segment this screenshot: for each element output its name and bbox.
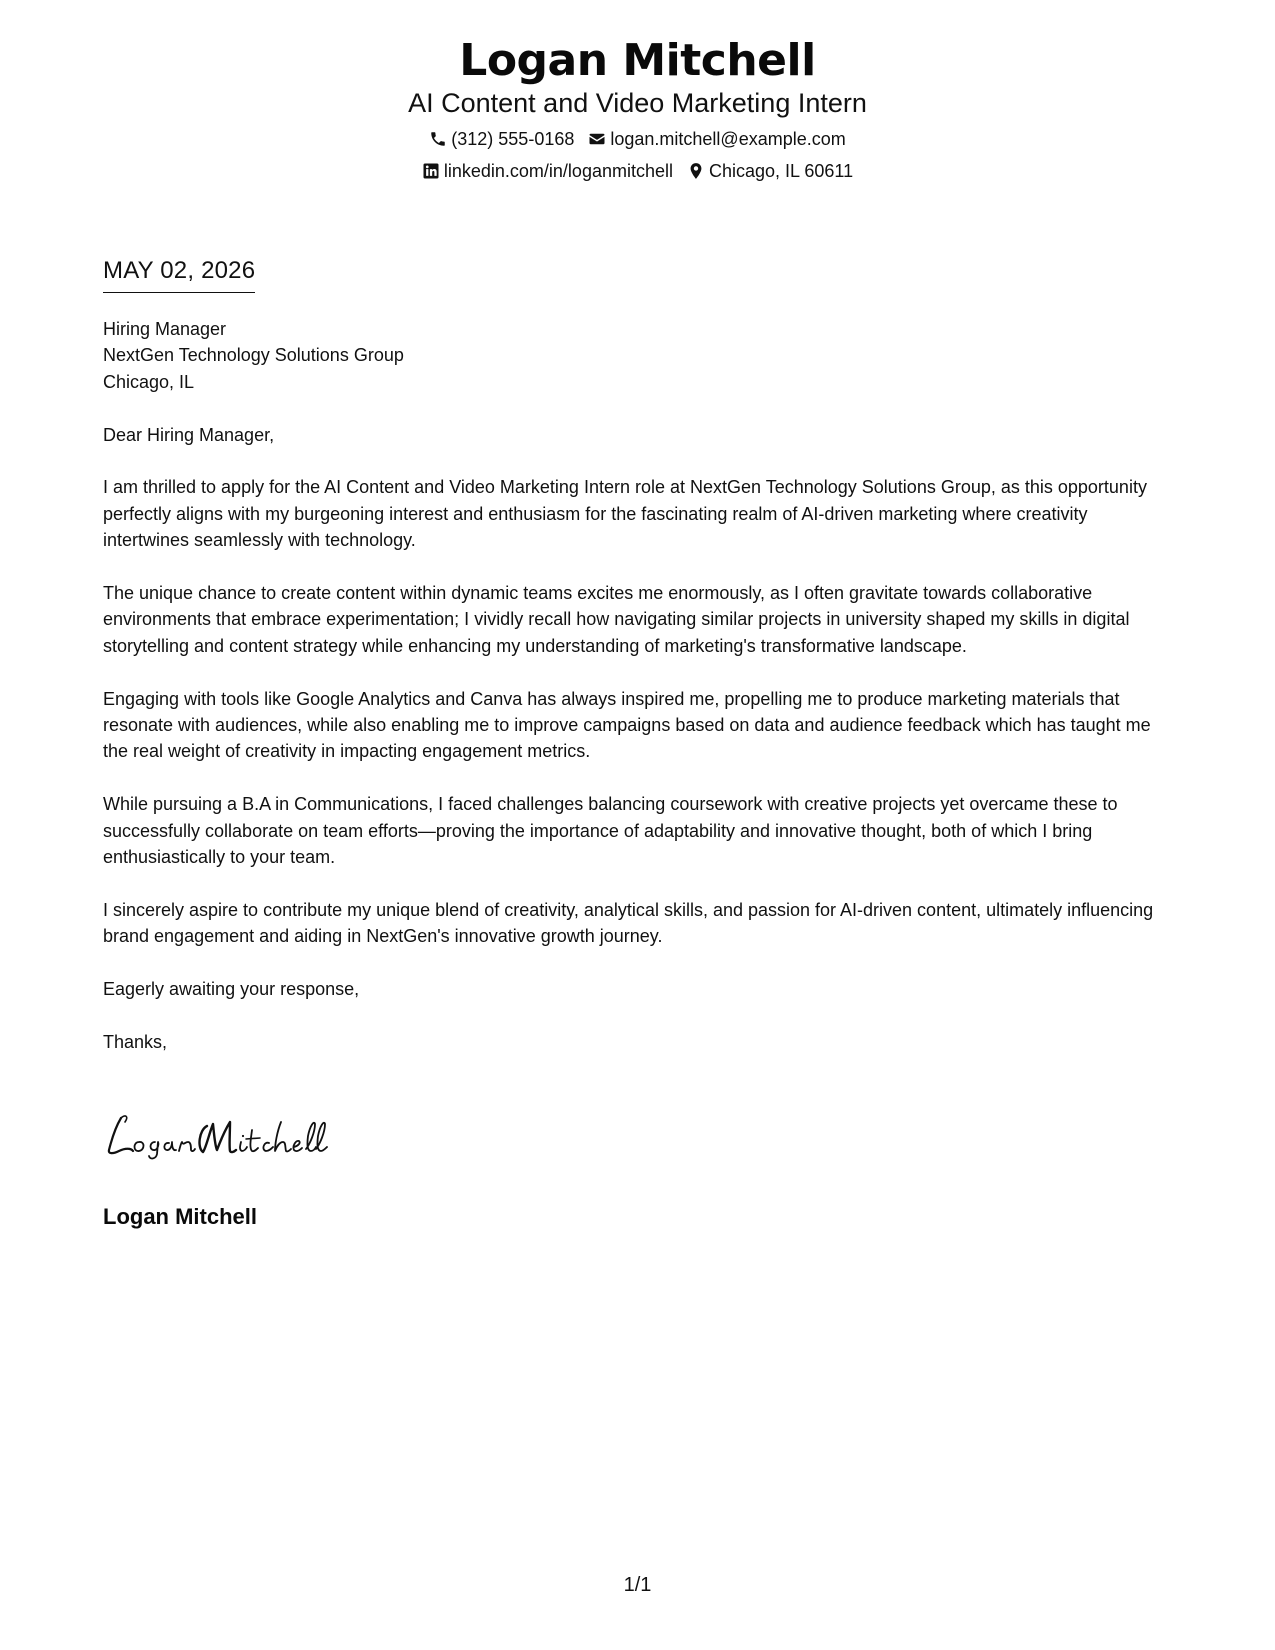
salutation: Dear Hiring Manager, [103,424,275,445]
contact-line-2 [0,160,1275,182]
letter-header [0,34,1275,182]
body-paragraph: While pursuing a B.A in Communications, I faced challenges balancing coursework with creative projects yet overcame these to successfully collaborate on team efforts—proving the importance of adaptability and innovative thought, both of which I bring enthusiastically to your team. [103,794,1118,868]
recipient-location: Chicago, IL [103,371,195,392]
page-number: 1/1 [623,1574,652,1596]
contact-line-1 [0,128,1275,150]
body-paragraph: The unique chance to create content within dynamic teams excites me enormously, as I often gravitate towards collaborative environments that embrace experimentation; I vividly recall how navigating similar projects in university shaped my skills in digital storytelling and content strategy while enhancing my understanding of marketing's transformative landscape. [103,583,1130,656]
body-paragraph: Engaging with tools like Google Analytics and Canva has always inspired me, propelling me to produce marketing materials that resonate with audiences, while also enabling me to improve campaigns based on data and audience feedback which has taught me the real weight of creativity in impacting engagement metrics. [103,688,1151,762]
letter-date: MAY 02, 2026 [103,256,255,293]
contact-linkedin[interactable] [422,160,673,182]
recipient-company: NextGen Technology Solutions Group [103,345,404,366]
signer-name: Logan Mitchell [103,1204,257,1229]
location-text: Chicago, IL 60611 [709,161,854,181]
thanks-line: Thanks, [103,1031,168,1052]
email-text: logan.mitchell@example.com [610,129,846,149]
body-paragraph: I sincerely aspire to contribute my unique blend of creativity, analytical skills, and passion for AI-driven content, ultimately influencing brand engagement and aiding in NextGen's innovative growth journey. [103,899,1154,947]
phone-text: (312) 555-0168 [451,129,575,149]
contact-email[interactable] [588,128,845,150]
recipient-line: Hiring Manager [103,319,227,339]
handwritten-signature [103,1108,343,1160]
linkedin-text: linkedin.com/in/loganmitchell [443,161,673,181]
map-pin-icon [687,162,705,180]
contact-phone[interactable] [429,128,574,150]
letter-body [103,316,1178,1082]
phone-icon [429,130,447,148]
contact-location[interactable] [687,160,853,182]
closing-line: Eagerly awaiting your response, [103,979,360,1000]
envelope-icon [588,130,606,148]
applicant-name: Logan Mitchell [459,35,816,86]
body-paragraph: I am thrilled to apply for the AI Content and Video Marketing Intern role at NextGen Technology Solutions Group, as this opportunity perfectly aligns with my burgeoning interest and enthusiasm for the fascinating realm of AI-driven marketing where creativity intertwines seamlessly with technology. [103,477,1147,551]
recipient-block [103,316,1178,395]
signature-image [103,1108,343,1160]
applicant-title: AI Content and Video Marketing Intern [408,88,867,118]
linkedin-icon [422,162,440,180]
